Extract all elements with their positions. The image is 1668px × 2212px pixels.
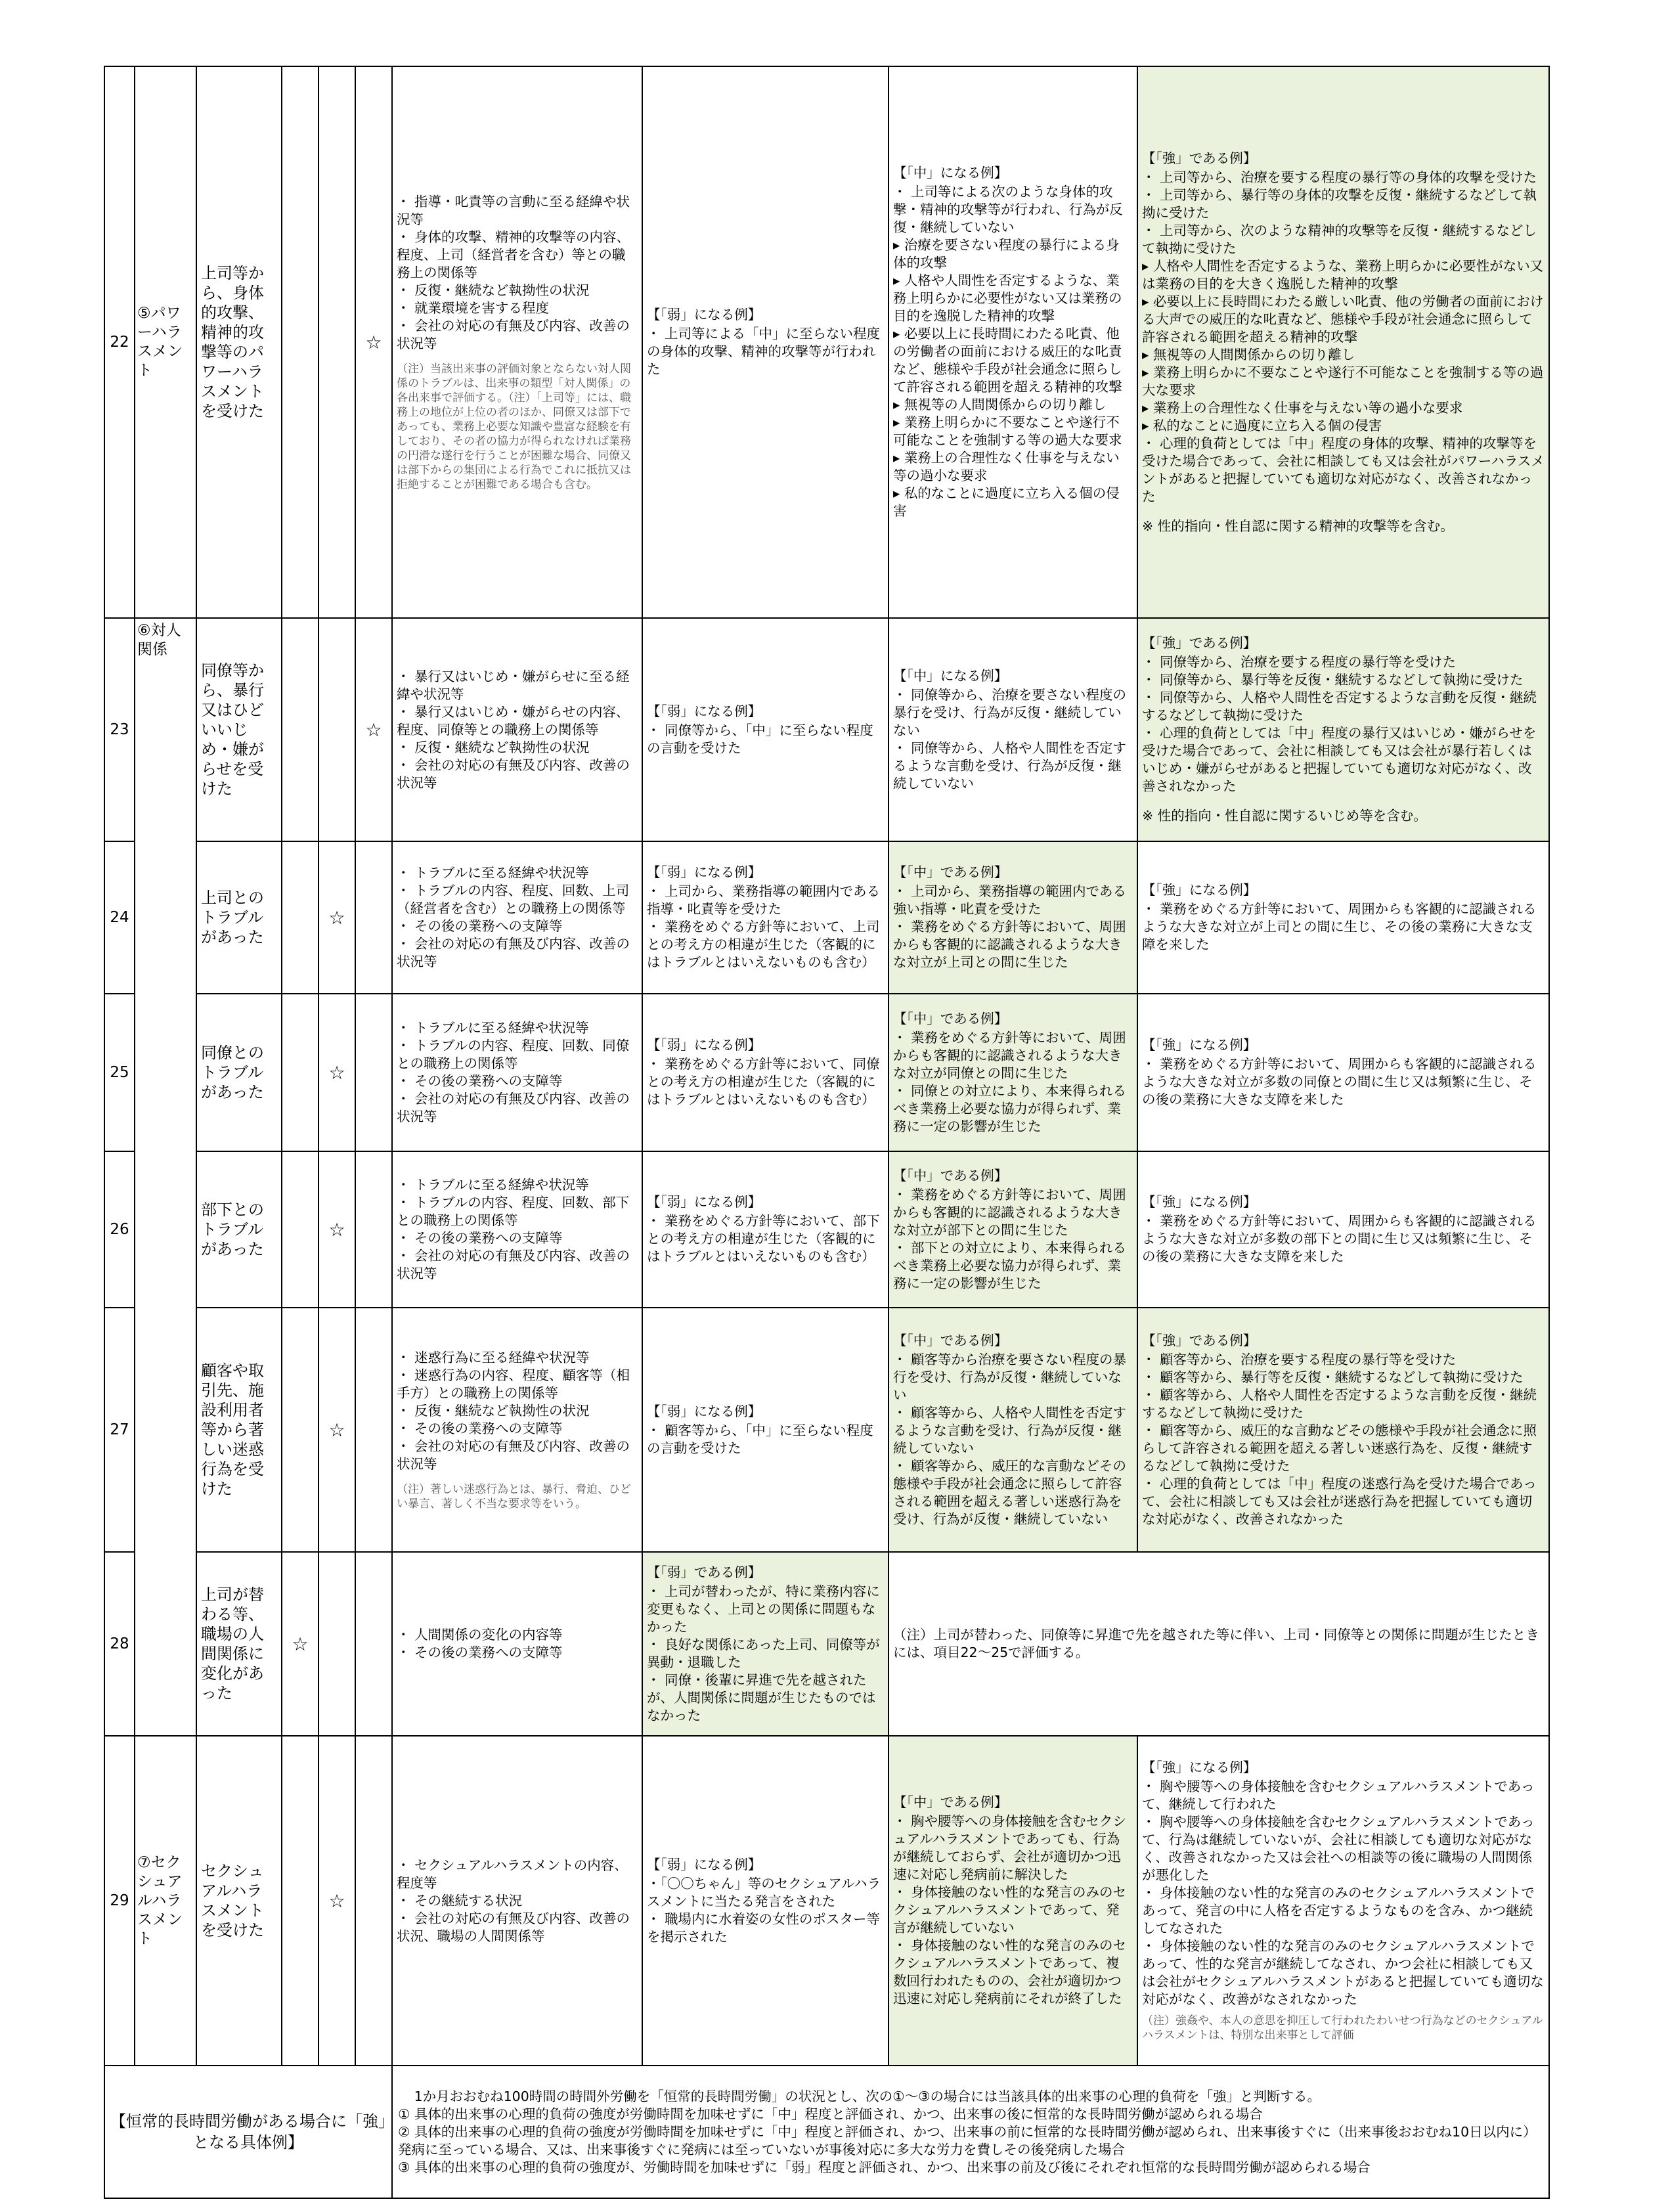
strong-example-item: ・ 胸や腰等への身体接触を含むセクシュアルハラスメントであって、継続して行われた bbox=[1142, 1779, 1535, 1812]
medium-example-item: ・ 同僚等から、治療を要さない程度の暴行を受け、行為が反復・継続していない bbox=[893, 686, 1127, 738]
strength-star-cell bbox=[282, 994, 318, 1151]
table-row bbox=[104, 1552, 1549, 1736]
evaluation-point-heading: ・ トラブルに至る経緯や状況等 bbox=[397, 865, 589, 881]
evaluation-point-item: ・ 会社の対応の有無及び内容、改善の状況等 bbox=[397, 936, 630, 969]
strength-star-cell bbox=[282, 1308, 318, 1552]
medium-example-heading: 【「中」になる例】 bbox=[893, 667, 1008, 684]
item-number: 22 bbox=[104, 66, 135, 618]
strength-star-cell bbox=[355, 1151, 392, 1308]
item-number: 25 bbox=[104, 994, 135, 1151]
strong-example-item: ・ 同僚等から、治療を要する程度の暴行等を受けた bbox=[1142, 654, 1457, 670]
footer-item: ③ 具体的出来事の心理的負荷の強度が、労働時間を加味せずに「弱」程度と評価され、かつ、出来事の前及び後にそれぞれ恒常的な長時間労働が認められる場合 bbox=[398, 2159, 1371, 2175]
weak-example-item: ・ 顧客等から、「中」に至らない程度の言動を受けた bbox=[647, 1422, 873, 1456]
evaluation-note: （注）著しい迷惑行為とは、暴行、脅迫、ひどい暴言、著しく不当な要求等をいう。 bbox=[397, 1482, 631, 1511]
evaluation-point-heading: ・ 暴行又はいじめ・嫌がらせに至る経緯や状況等 bbox=[397, 668, 630, 702]
evaluation-point-item: ・ 反復・継続など執拗性の状況 bbox=[397, 282, 590, 298]
table-row bbox=[104, 1736, 1549, 2066]
weak-example-heading: 【「弱」になる例】 bbox=[647, 1194, 762, 1210]
evaluation-points bbox=[392, 994, 642, 1151]
strong-example-item: ・ 業務をめぐる方針等において、周囲からも客観的に認識されるような大きな対立が上司との間に生じ、その後の業務に大きな支障を来した bbox=[1142, 901, 1537, 952]
strong-example-item: ▸ 業務上明らかに不要なことや遂行不可能なことを強制する等の過大な要求 bbox=[1142, 364, 1544, 398]
weak-example bbox=[642, 994, 889, 1151]
strong-example-item: ・ 顧客等から、暴行等を反復・継続するなどして執拗に受けた bbox=[1142, 1369, 1524, 1385]
strong-example-heading: 【「強」になる例】 bbox=[1142, 882, 1257, 898]
strong-example-item: ・ 顧客等から、人格や人間性を否定するような言動を反復・継続するなどして執拗に受けた bbox=[1142, 1386, 1537, 1421]
item-number: 29 bbox=[104, 1736, 135, 2066]
medium-example-item: ・ 身体接触のない性的な発言のみのセクシュアルハラスメントであって、発言が継続していない bbox=[893, 1884, 1127, 1936]
specific-event: 上司とのトラブルがあった bbox=[196, 841, 282, 994]
table-row bbox=[104, 1308, 1549, 1552]
medium-example-item: ・ 同僚等から、人格や人間性を否定するような言動を受け、行為が反復・継続していない bbox=[893, 740, 1127, 791]
strength-star-cell: ☆ bbox=[318, 1151, 355, 1308]
strong-example-item: ・ 身体接触のない性的な発言のみのセクシュアルハラスメントであって、発言の中に人格を否定するようなものを含み、かつ継続してなされた bbox=[1142, 1885, 1535, 1936]
strength-star-cell bbox=[282, 1736, 318, 2066]
medium-example-item: ・ 顧客等から治療を要さない程度の暴行を受け、行為が反復・継続していない bbox=[893, 1351, 1127, 1403]
evaluation-point-item: ・ 会社の対応の有無及び内容、改善の状況等 bbox=[397, 317, 630, 351]
medium-example bbox=[889, 994, 1137, 1151]
weak-example-item: ・「〇〇ちゃん」等のセクシュアルハラスメントに当たる発言をされた bbox=[647, 1875, 881, 1909]
event-category: ⑥対人関係 bbox=[135, 618, 196, 1736]
weak-example-item: ・ 同僚・後輩に昇進で先を越されたが、人間関係に問題が生じたものではなかった bbox=[647, 1671, 876, 1723]
evaluation-points bbox=[392, 841, 642, 994]
strong-example bbox=[1137, 1736, 1549, 2066]
evaluation-point-item: ・ 反復・継続など執拗性の状況 bbox=[397, 739, 590, 755]
strength-star-cell: ☆ bbox=[282, 1552, 318, 1736]
evaluation-table bbox=[104, 66, 1550, 2199]
strong-example-item: ▸ 私的なことに過度に立ち入る個の侵害 bbox=[1142, 417, 1382, 433]
strong-example-item: ・ 心理的負荷としては「中」程度の身体的攻撃、精神的攻撃等を受けた場合であって、会社に相談しても又は会社がパワーハラスメントがあると把握していても適切な対応がなく、改善されなかった bbox=[1142, 435, 1545, 504]
medium-example-heading: 【「中」である例】 bbox=[893, 1332, 1008, 1348]
medium-example-heading: 【「中」である例】 bbox=[893, 1794, 1008, 1810]
evaluation-point-item: ・ トラブルの内容、程度、回数、同僚との職務上の関係等 bbox=[397, 1038, 630, 1071]
evaluation-point-heading: ・ セクシュアルハラスメントの内容、程度等 bbox=[397, 1857, 628, 1891]
item-number: 28 bbox=[104, 1552, 135, 1736]
weak-example-heading: 【「弱」になる例】 bbox=[647, 703, 762, 719]
evaluation-point-item: ・ 就業環境を害する程度 bbox=[397, 299, 550, 316]
weak-example bbox=[642, 841, 889, 994]
evaluation-point-item: ・ 身体的攻撃、精神的攻撃等の内容、程度、上司（経営者を含む）等との職務上の関係等 bbox=[397, 229, 630, 280]
table-row bbox=[104, 66, 1549, 618]
strong-example-heading: 【「強」になる例】 bbox=[1142, 1194, 1257, 1210]
footer-item: ① 具体的出来事の心理的負荷の強度が労働時間を加味せずに「中」程度と評価され、かつ、出来事の後に恒常的な長時間労働が認められる場合 bbox=[398, 2106, 1263, 2122]
strength-star-cell bbox=[282, 841, 318, 994]
evaluation-point-item: ・ 会社の対応の有無及び内容、改善の状況等 bbox=[397, 1091, 630, 1124]
evaluation-point-item: ・ 会社の対応の有無及び内容、改善の状況、職場の人間関係等 bbox=[397, 1910, 630, 1944]
footer-row bbox=[104, 2066, 1549, 2198]
weak-example-heading: 【「弱」になる例】 bbox=[647, 1403, 762, 1419]
strong-example-heading: 【「強」である例】 bbox=[1142, 635, 1257, 651]
strong-example bbox=[1137, 994, 1549, 1151]
evaluation-point-item: ・ 反復・継続など執拗性の状況 bbox=[397, 1402, 590, 1419]
item-number: 24 bbox=[104, 841, 135, 994]
strong-example-item: ・ 顧客等から、治療を要する程度の暴行等を受けた bbox=[1142, 1351, 1457, 1367]
strong-example-item: ・ 同僚等から、人格や人間性を否定するような言動を反復・継続するなどして執拗に受けた bbox=[1142, 690, 1537, 723]
weak-example-heading: 【「弱」になる例】 bbox=[647, 1037, 762, 1053]
strong-example-item: ▸ 業務上の合理性なく仕事を与えない等の過小な要求 bbox=[1142, 399, 1463, 416]
stress-evaluation-table bbox=[104, 66, 1548, 2199]
strong-example-item: ▸ 人格や人間性を否定するような、業務上明らかに必要性がない又は業務の目的を大きく逸脱した精神的攻撃 bbox=[1142, 257, 1544, 292]
evaluation-points bbox=[392, 66, 642, 618]
medium-example-item: ▸ 治療を要さない程度の暴行による身体的攻撃 bbox=[893, 237, 1120, 271]
weak-example-item: ・ 上司が替わったが、特に業務内容に変更もなく、上司との関係に問題もなかった bbox=[647, 1583, 880, 1635]
evaluation-point-item: ・ トラブルの内容、程度、回数、部下との職務上の関係等 bbox=[397, 1195, 630, 1228]
strength-star-cell: ☆ bbox=[355, 618, 392, 841]
strength-star-cell: ☆ bbox=[318, 841, 355, 994]
evaluation-points bbox=[392, 1736, 642, 2066]
specific-event: 同僚等から、暴行又はひどいいじめ・嫌がらせを受けた bbox=[196, 618, 282, 841]
strength-star-cell bbox=[318, 66, 355, 618]
evaluation-points bbox=[392, 1308, 642, 1552]
strong-example-item: ・ 上司等から、治療を要する程度の暴行等の身体的攻撃を受けた bbox=[1142, 169, 1537, 185]
evaluation-point-item: ・ その継続する状況 bbox=[397, 1892, 523, 1909]
medium-example bbox=[889, 1151, 1137, 1308]
strength-star-cell bbox=[355, 1736, 392, 2066]
specific-event: セクシュアルハラスメントを受けた bbox=[196, 1736, 282, 2066]
strong-note: ※ 性的指向・性自認に関する精神的攻撃等を含む。 bbox=[1142, 518, 1454, 534]
medium-example-item: ▸ 業務上の合理性なく仕事を与えない等の過小な要求 bbox=[893, 450, 1120, 483]
strong-example-item: ▸ 無視等の人間関係からの切り離し bbox=[1142, 346, 1355, 363]
evaluation-point-item: ・ トラブルの内容、程度、回数、上司（経営者を含む）との職務上の関係等 bbox=[397, 883, 630, 916]
medium-example bbox=[889, 1736, 1137, 2066]
weak-example-heading: 【「弱」である例】 bbox=[647, 1564, 762, 1580]
medium-example-heading: 【「中」になる例】 bbox=[893, 165, 1008, 181]
footer-item: ② 具体的出来事の心理的負荷の強度が労働時間を加味せずに「中」程度と評価され、かつ、出来事の前に恒常的な長時間労働が認められ、出来事後すぐに（出来事後おおむね10日以内に）発病に至っている場合、又は、出来事後すぐに発病には至っていないが事後対応に多大な労力を費しその後発病した場合 bbox=[398, 2123, 1537, 2157]
medium-example-item: ・ 業務をめぐる方針等において、周囲からも客観的に認識されるような大きな対立が部下との間に生じた bbox=[893, 1186, 1126, 1238]
strong-example-item: ・ 顧客等から、威圧的な言動などその態様や手段が社会通念に照らして許容される範囲を超える著しい迷惑行為を、反復・継続するなどして執拗に受けた bbox=[1142, 1422, 1537, 1474]
evaluation-point-heading: ・ 指導・叱責等の言動に至る経緯や状況等 bbox=[397, 193, 630, 227]
table-row bbox=[104, 618, 1549, 841]
evaluation-point-item: ・ その後の業務への支障等 bbox=[397, 1645, 563, 1660]
evaluation-points bbox=[392, 1151, 642, 1308]
evaluation-point-item: ・ 会社の対応の有無及び内容、改善の状況等 bbox=[397, 1248, 630, 1281]
event-category: ⑦セクシュアルハラスメント bbox=[135, 1736, 196, 2066]
strong-example-heading: 【「強」になる例】 bbox=[1142, 1037, 1257, 1053]
weak-example-item: ・ 業務をめぐる方針等において、上司との考え方の相違が生じた（客観的にはトラブルとはいえないものも含む） bbox=[647, 919, 880, 970]
specific-event: 同僚とのトラブルがあった bbox=[196, 994, 282, 1151]
strength-star-cell: ☆ bbox=[318, 1736, 355, 2066]
evaluation-points bbox=[392, 1552, 642, 1736]
strong-example bbox=[1137, 1308, 1549, 1552]
weak-example bbox=[642, 1151, 889, 1308]
medium-example-item: ・ 上司から、業務指導の範囲内である強い指導・叱責を受けた bbox=[893, 883, 1127, 917]
weak-example bbox=[642, 66, 889, 618]
medium-example-item: ▸ 私的なことに過度に立ち入る個の侵害 bbox=[893, 485, 1120, 519]
evaluation-point-item: ・ 暴行又はいじめ・嫌がらせの内容、程度、同僚等との職務上の関係等 bbox=[397, 703, 630, 738]
medium-example-item: ・ 業務をめぐる方針等において、周囲からも客観的に認識されるような大きな対立が上司との間に生じた bbox=[893, 919, 1126, 970]
evaluation-point-heading: ・ トラブルに至る経緯や状況等 bbox=[397, 1177, 589, 1193]
medium-example-item: ・ 業務をめぐる方針等において、周囲からも客観的に認識されるような大きな対立が同僚との間に生じた bbox=[893, 1029, 1126, 1081]
strength-star-cell bbox=[282, 66, 318, 618]
strong-example-item: ・ 身体接触のない性的な発言のみのセクシュアルハラスメントであって、性的な発言が継続してなされ、かつ会社に相談しても又は会社がセクシュアルハラスメントがあると把握していても適切な対応がなく、改善がなされなかった bbox=[1142, 1938, 1544, 2007]
evaluation-point-item: ・ その後の業務への支障等 bbox=[397, 1420, 563, 1436]
weak-example-heading: 【「弱」になる例】 bbox=[647, 864, 762, 880]
table-row bbox=[104, 1151, 1549, 1308]
strong-example bbox=[1137, 841, 1549, 994]
strength-star-cell: ☆ bbox=[318, 994, 355, 1151]
evaluation-point-item: ・ その後の業務への支障等 bbox=[397, 1073, 563, 1089]
medium-example-item: ・ 部下との対立により、本来得られるべき業務上必要な協力が得られず、業務に一定の影響が生じた bbox=[893, 1239, 1127, 1291]
medium-example-heading: 【「中」である例】 bbox=[893, 864, 1008, 880]
strong-example-item: ・ 上司等から、暴行等の身体的攻撃を反復・継続するなどして執拗に受けた bbox=[1142, 187, 1537, 221]
strength-star-cell bbox=[355, 1308, 392, 1552]
evaluation-points bbox=[392, 618, 642, 841]
strength-star-cell: ☆ bbox=[318, 1308, 355, 1552]
weak-example-heading: 【「弱」になる例】 bbox=[647, 1856, 762, 1872]
strength-star-cell: ☆ bbox=[355, 66, 392, 618]
strength-star-cell bbox=[355, 994, 392, 1151]
evaluation-point-item: ・ 会社の対応の有無及び内容、改善の状況等 bbox=[397, 757, 630, 791]
weak-example-item: ・ 同僚等から、「中」に至らない程度の言動を受けた bbox=[647, 722, 873, 756]
strength-star-cell bbox=[282, 618, 318, 841]
strong-example-heading: 【「強」になる例】 bbox=[1142, 1759, 1257, 1775]
weak-example-item: ・ 業務をめぐる方針等において、部下との考え方の相違が生じた（客観的にはトラブルとはいえないものも含む） bbox=[647, 1213, 880, 1264]
medium-example-item: ・ 同僚との対立により、本来得られるべき業務上必要な協力が得られず、業務に一定の影響が生じた bbox=[893, 1082, 1127, 1134]
medium-example-heading: 【「中」である例】 bbox=[893, 1167, 1008, 1183]
medium-example bbox=[889, 841, 1137, 994]
weak-example-item: ・ 上司等による「中」に至らない程度の身体的攻撃、精神的攻撃等が行われた bbox=[647, 326, 881, 377]
medium-example-item: ▸ 人格や人間性を否定するような、業務上明らかに必要性がない又は業務の目的を逸脱した精神的攻撃 bbox=[893, 273, 1122, 324]
weak-example-item: ・ 職場内に水着姿の女性のポスター等を掲示された bbox=[647, 1911, 881, 1945]
strong-note: （注）強姦や、本人の意思を抑圧して行われたわいせつ行為などのセクシュアルハラスメントは、特別な出来事として評価 bbox=[1142, 2014, 1543, 2042]
medium-example-item: ・ 胸や腰等への身体接触を含むセクシュアルハラスメントであっても、行為が継続しておらず、会社が適切かつ迅速に対応し発病前に解決した bbox=[893, 1813, 1127, 1882]
evaluation-point-item: ・ その後の業務への支障等 bbox=[397, 918, 563, 934]
specific-event: 上司等から、身体的攻撃、精神的攻撃等のパワーハラスメントを受けた bbox=[196, 66, 282, 618]
medium-example bbox=[889, 66, 1137, 618]
item-number: 27 bbox=[104, 1308, 135, 1552]
merged-note: （注）上司が替わった、同僚等に昇進で先を越された等に伴い、上司・同僚等との関係に問題が生じたときには、項目22～25で評価する。 bbox=[889, 1552, 1549, 1736]
strong-example-heading: 【「強」である例】 bbox=[1142, 1332, 1257, 1348]
weak-example bbox=[642, 1736, 889, 2066]
evaluation-point-item: ・ 会社の対応の有無及び内容、改善の状況等 bbox=[397, 1438, 630, 1472]
evaluation-point-item: ・ その後の業務への支障等 bbox=[397, 1230, 563, 1246]
medium-example-item: ・ 上司等による次のような身体的攻撃・精神的攻撃等が行われ、行為が反復・継続していない bbox=[893, 184, 1123, 235]
specific-event: 部下とのトラブルがあった bbox=[196, 1151, 282, 1308]
item-number: 26 bbox=[104, 1151, 135, 1308]
strength-star-cell bbox=[318, 1552, 355, 1736]
strong-example bbox=[1137, 66, 1549, 618]
strong-example bbox=[1137, 618, 1549, 841]
strong-example-item: ・ 胸や腰等への身体接触を含むセクシュアルハラスメントであって、行為は継続していないが、会社に相談しても適切な対応がなく、改善されなかった又は会社への相談等の後に職場の人間関係が悪化した bbox=[1142, 1814, 1535, 1883]
strong-example-item: ・ 業務をめぐる方針等において、周囲からも客観的に認識されるような大きな対立が多数の部下との間に生じ又は頻繁に生じ、その後の業務に大きな支障を来した bbox=[1142, 1213, 1537, 1264]
weak-example-item: ・ 業務をめぐる方針等において、同僚との考え方の相違が生じた（客観的にはトラブルとはいえないものも含む） bbox=[647, 1056, 880, 1107]
footer-title: 【恒常的長時間労働がある場合に「強」となる具体例】 bbox=[104, 2066, 392, 2198]
event-category: ⑤パワーハラスメント bbox=[135, 66, 196, 618]
weak-example bbox=[642, 618, 889, 841]
medium-example-heading: 【「中」である例】 bbox=[893, 1010, 1008, 1027]
table-row bbox=[104, 841, 1549, 994]
medium-example bbox=[889, 1308, 1137, 1552]
weak-example-item: ・ 上司から、業務指導の範囲内である指導・叱責等を受けた bbox=[647, 883, 881, 917]
evaluation-point-heading: ・ 人間関係の変化の内容等 bbox=[397, 1627, 563, 1643]
specific-event: 上司が替わる等、職場の人間関係に変化があった bbox=[196, 1552, 282, 1736]
evaluation-point-heading: ・ トラブルに至る経緯や状況等 bbox=[397, 1020, 589, 1036]
strong-example bbox=[1137, 1151, 1549, 1308]
strong-example-item: ・ 同僚等から、暴行等を反復・継続するなどして執拗に受けた bbox=[1142, 672, 1524, 688]
strength-star-cell bbox=[355, 1552, 392, 1736]
strong-example-item: ・ 心理的負荷としては「中」程度の迷惑行為を受けた場合であって、会社に相談しても又は会社が迷惑行為を把握していても適切な対応がなく、改善されなかった bbox=[1142, 1475, 1537, 1527]
medium-example-item: ・ 身体接触のない性的な発言のみのセクシュアルハラスメントであって、複数回行われたものの、会社が適切かつ迅速に対応し発病前にそれが終了した bbox=[893, 1937, 1127, 2006]
strong-example-item: ・ 業務をめぐる方針等において、周囲からも客観的に認識されるような大きな対立が多数の同僚との間に生じ又は頻繁に生じ、その後の業務に大きな支障を来した bbox=[1142, 1056, 1537, 1107]
weak-example-item: ・ 良好な関係にあった上司、同僚等が異動・退職した bbox=[647, 1636, 880, 1670]
strong-example-heading: 【「強」である例】 bbox=[1142, 150, 1257, 166]
table-row bbox=[104, 994, 1549, 1151]
weak-example bbox=[642, 1552, 889, 1736]
strength-star-cell bbox=[282, 1151, 318, 1308]
medium-example-item: ▸ 必要以上に長時間にわたる叱責、他の労働者の面前における威圧的な叱責など、態様や手段が社会通念に照らして許容される範囲を超える精神的攻撃 bbox=[893, 326, 1122, 395]
medium-example-item: ▸ 無視等の人間関係からの切り離し bbox=[893, 397, 1107, 412]
medium-example bbox=[889, 618, 1137, 841]
specific-event: 顧客や取引先、施設利用者等から著しい迷惑行為を受けた bbox=[196, 1308, 282, 1552]
strength-star-cell bbox=[318, 618, 355, 841]
evaluation-point-item: ・ 迷惑行為の内容、程度、顧客等（相手方）との職務上の関係等 bbox=[397, 1367, 630, 1401]
weak-example-heading: 【「弱」になる例】 bbox=[647, 307, 762, 322]
strength-star-cell bbox=[355, 841, 392, 994]
strong-example-item: ・ 心理的負荷としては「中」程度の暴行又はいじめ・嫌がらせを受けた場合であって、会社に相談しても又は会社が暴行若しくはいじめ・嫌がらせがあると把握していても適切な対応がなく、改善されなかった bbox=[1142, 725, 1537, 794]
strong-example-item: ▸ 必要以上に長時間にわたる厳しい叱責、他の労働者の面前における大声での威圧的な叱責など、態様や手段が社会通念に照らして許容される範囲を超える精神的攻撃 bbox=[1142, 293, 1544, 345]
strong-example-item: ・ 上司等から、次のような精神的攻撃等を反復・継続するなどして執拗に受けた bbox=[1142, 222, 1537, 256]
medium-example-item: ・ 顧客等から、威圧的な言動などその態様や手段が社会通念に照らして許容される範囲を超える著しい迷惑行為を受け、行為が反復・継続していない bbox=[893, 1457, 1127, 1527]
medium-example-item: ・ 顧客等から、人格や人間性を否定するような言動を受け、行為が反復・継続していない bbox=[893, 1404, 1127, 1456]
strong-note: ※ 性的指向・性自認に関するいじめ等を含む。 bbox=[1142, 808, 1427, 824]
medium-example-item: ▸ 業務上明らかに不要なことや遂行不可能なことを強制する等の過大な要求 bbox=[893, 414, 1122, 448]
evaluation-note: （注）当該出来事の評価対象とならない対人関係のトラブルは、出来事の類型「対人関係」の各出来事で評価する。（注）「上司等」には、職務上の地位が上位の者のほか、同僚又は部下であっても、業務上必要な知識や豊富な経験を有しており、その者の協力が得られなければ業務の円滑な遂行を行うことが困難な場合、同僚又は部下からの集団による行為でこれに抵抗又は拒絶することが困難である場合も含む。 bbox=[397, 362, 631, 491]
item-number: 23 bbox=[104, 618, 135, 841]
evaluation-point-heading: ・ 迷惑行為に至る経緯や状況等 bbox=[397, 1349, 590, 1365]
weak-example bbox=[642, 1308, 889, 1552]
footer-body bbox=[392, 2066, 1549, 2198]
footer-intro: 1か月おおむね100時間の時間外労働を「恒常的長時間労働」の状況とし、次の①～③の場合には当該具体的出来事の心理的負荷を「強」と判断する。 bbox=[414, 2088, 1321, 2104]
